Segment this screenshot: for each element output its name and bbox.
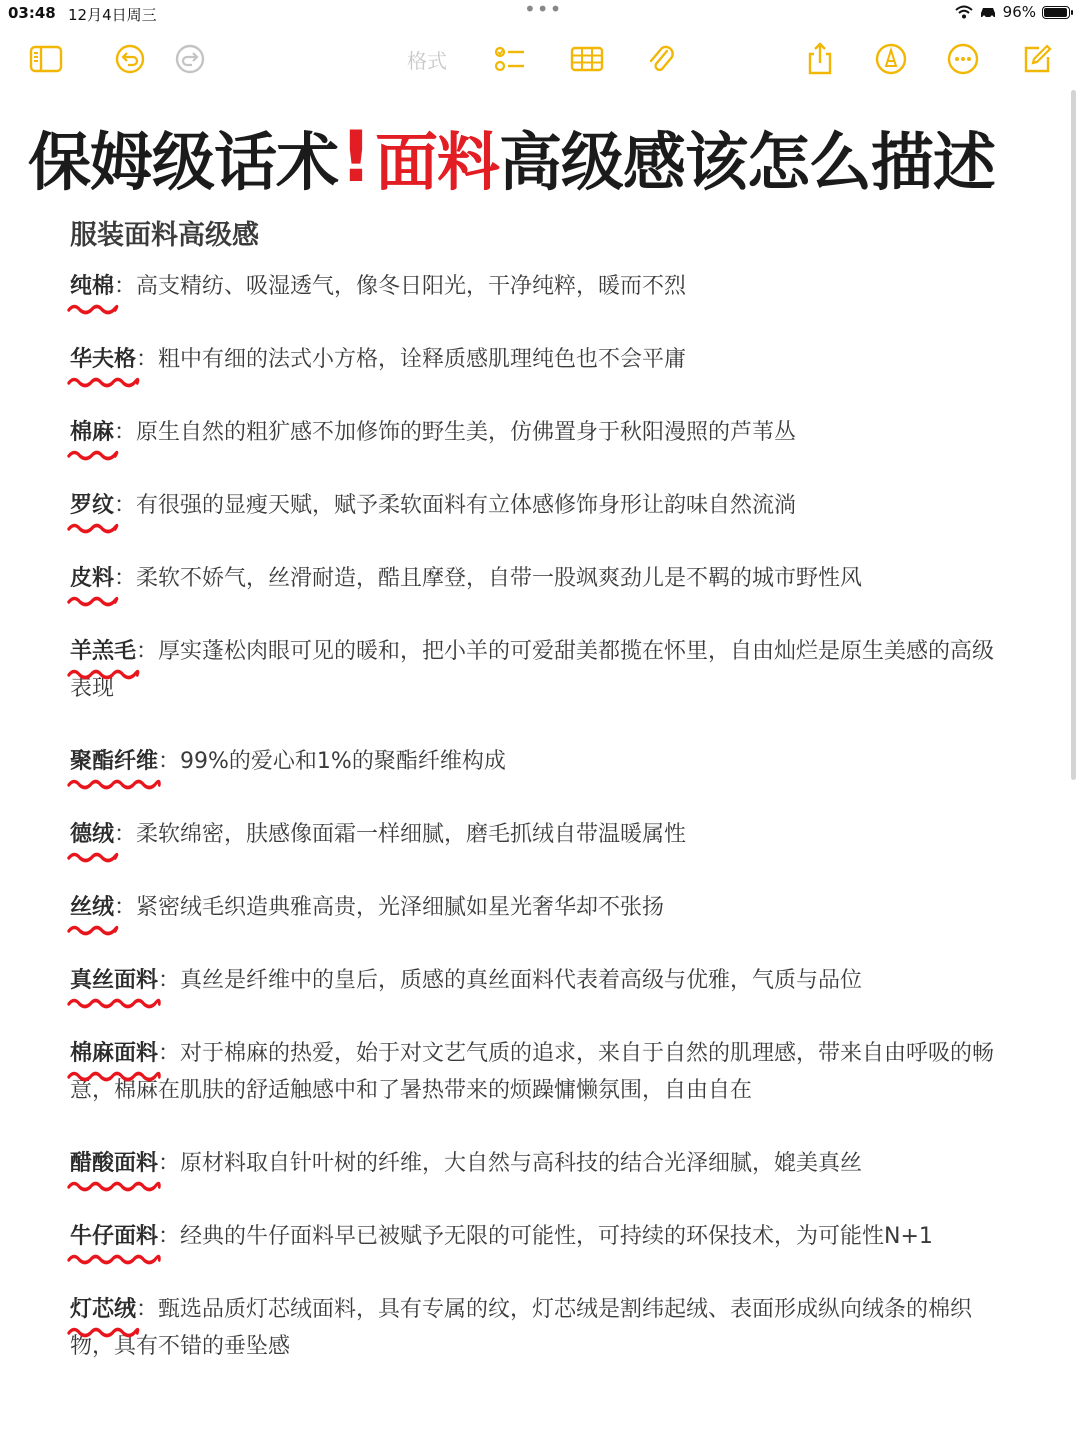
status-indicators bbox=[955, 3, 1070, 21]
fabric-term bbox=[70, 414, 114, 451]
fabric-term-label: 罗纹 bbox=[70, 493, 115, 518]
fabric-entry-text: 牛仔面料 ：经典的牛仔面料早已被赋予无限的可能性，可持续的环保技术，为可能性N+1 bbox=[70, 1218, 1010, 1255]
fabric-term-label: 德绒 bbox=[70, 822, 115, 847]
fabric-description: 甄选品质灯芯绒面料，具有专属的纹，灯芯绒是割纬起绒、表面形成纵向绒条的棉织物，具有不错的垂坠感 bbox=[70, 1297, 973, 1359]
fabric-entry-text: 皮料 ：柔软不娇气，丝滑耐造，酷且摩登，自带一股飒爽劲儿是不羁的城市野性风 bbox=[70, 560, 1010, 597]
battery-percent: 96% bbox=[1002, 3, 1036, 21]
red-wavy-underline bbox=[68, 595, 116, 607]
notes-toolbar bbox=[0, 36, 1080, 82]
pen-markup-icon bbox=[873, 41, 909, 77]
fabric-term bbox=[70, 889, 114, 926]
status-time: 03:48 bbox=[8, 4, 56, 22]
banner-part1: 保姆级话术 bbox=[28, 125, 338, 199]
share-button[interactable] bbox=[800, 36, 840, 82]
fabric-term-label: 聚酯纤维 bbox=[70, 749, 159, 774]
more-options-button[interactable] bbox=[943, 36, 983, 82]
fabric-entry-text: 聚酯纤维 ：99%的爱心和1%的聚酯纤维构成 bbox=[70, 743, 1010, 780]
fabric-term bbox=[70, 1218, 158, 1255]
fabric-entry bbox=[70, 1218, 1010, 1255]
fabric-term-label: 皮料 bbox=[70, 566, 115, 591]
car-icon bbox=[979, 5, 997, 19]
fabric-term-label: 羊羔毛 bbox=[70, 639, 137, 664]
fabric-description: 原生自然的粗犷感不加修饰的野生美，仿佛置身于秋阳漫照的芦苇丛 bbox=[136, 420, 797, 445]
red-wavy-underline bbox=[68, 522, 116, 534]
fabric-description: 柔软不娇气，丝滑耐造，酷且摩登，自带一股飒爽劲儿是不羁的城市野性风 bbox=[136, 566, 863, 591]
fabric-term bbox=[70, 1145, 158, 1182]
fabric-entry bbox=[70, 414, 1010, 451]
note-banner-title bbox=[28, 112, 1058, 202]
attachment-button[interactable] bbox=[641, 36, 681, 82]
fabric-entry bbox=[70, 633, 1010, 707]
red-wavy-underline bbox=[68, 1253, 160, 1265]
fabric-description: 厚实蓬松肉眼可见的暖和，把小羊的可爱甜美都揽在怀里，自由灿烂是原生美感的高级表现 bbox=[70, 639, 995, 701]
fabric-entry-text: 纯棉 ：高支精纺、吸湿透气，像冬日阳光，干净纯粹，暖而不烈 bbox=[70, 268, 1010, 305]
status-date: 12月4日周三 bbox=[68, 6, 157, 24]
red-wavy-underline bbox=[68, 668, 138, 680]
red-wavy-underline bbox=[68, 1180, 160, 1192]
fabric-term bbox=[70, 633, 136, 670]
fabric-term bbox=[70, 1035, 158, 1072]
sidebar-icon bbox=[28, 41, 64, 77]
fabric-entry-text: 丝绒 ：紧密绒毛织造典雅高贵，光泽细腻如星光奢华却不张扬 bbox=[70, 889, 1010, 926]
fabric-entry bbox=[70, 1145, 1010, 1182]
fabric-description: 粗中有细的法式小方格，诠释质感肌理纯色也不会平庸 bbox=[158, 347, 687, 372]
fabric-description: 紧密绒毛织造典雅高贵，光泽细腻如星光奢华却不张扬 bbox=[136, 895, 665, 920]
red-wavy-underline bbox=[68, 851, 116, 863]
fabric-term bbox=[70, 962, 158, 999]
fabric-term-label: 纯棉 bbox=[70, 274, 115, 299]
fabric-term bbox=[70, 1291, 136, 1328]
checklist-icon bbox=[492, 41, 528, 77]
new-note-button[interactable] bbox=[1017, 36, 1057, 82]
fabric-term bbox=[70, 487, 114, 524]
fabric-entry-text: 棉麻面料 ：对于棉麻的热爱，始于对文艺气质的追求，来自于自然的肌理感，带来自由呼吸的畅意，棉麻在肌肤的舒适触感中和了暑热带来的烦躁慵懒氛围，自由自在 bbox=[70, 1035, 1010, 1109]
fabric-entry-text: 德绒 ：柔软绵密，肤感像面霜一样细腻，磨毛抓绒自带温暖属性 bbox=[70, 816, 1010, 853]
fabric-description: 有很强的显瘦天赋，赋予柔软面料有立体感修饰身形让韵味自然流淌 bbox=[136, 493, 797, 518]
red-wavy-underline bbox=[68, 376, 138, 388]
fabric-term-label: 牛仔面料 bbox=[70, 1224, 159, 1249]
fabric-entry-text: 华夫格 ：粗中有细的法式小方格，诠释质感肌理纯色也不会平庸 bbox=[70, 341, 1010, 378]
redo-button[interactable] bbox=[170, 36, 210, 82]
compose-icon bbox=[1019, 41, 1055, 77]
paperclip-icon bbox=[643, 41, 679, 77]
red-wavy-underline bbox=[68, 997, 160, 1009]
fabric-description: 经典的牛仔面料早已被赋予无限的可能性，可持续的环保技术，为可能性N+1 bbox=[180, 1224, 933, 1249]
banner-highlight: 面料 bbox=[374, 125, 499, 199]
share-icon bbox=[802, 41, 838, 77]
fabric-entry bbox=[70, 816, 1010, 853]
fabric-description: 真丝是纤维中的皇后，质感的真丝面料代表着高级与优雅，气质与品位 bbox=[180, 968, 863, 993]
fabric-entry bbox=[70, 487, 1010, 524]
redo-icon bbox=[172, 41, 208, 77]
wifi-icon bbox=[955, 5, 973, 19]
note-body[interactable] bbox=[70, 214, 1010, 1401]
format-button[interactable]: 格式 bbox=[407, 48, 447, 73]
table-icon bbox=[569, 41, 605, 77]
fabric-term bbox=[70, 341, 136, 378]
battery-icon bbox=[1042, 6, 1070, 19]
scrollbar[interactable] bbox=[1071, 90, 1076, 780]
fabric-description: 原材料取自针叶树的纤维，大自然与高科技的结合光泽细腻，媲美真丝 bbox=[180, 1151, 863, 1176]
fabric-entry-text: 罗纹 ：有很强的显瘦天赋，赋予柔软面料有立体感修饰身形让韵味自然流淌 bbox=[70, 487, 1010, 524]
red-wavy-underline bbox=[68, 924, 116, 936]
red-wavy-underline bbox=[68, 778, 160, 790]
fabric-term-label: 灯芯绒 bbox=[70, 1297, 137, 1322]
fabric-description: 柔软绵密，肤感像面霜一样细腻，磨毛抓绒自带温暖属性 bbox=[136, 822, 687, 847]
red-wavy-underline bbox=[68, 1070, 160, 1082]
red-wavy-underline bbox=[68, 449, 116, 461]
table-button[interactable] bbox=[567, 36, 607, 82]
fabric-term bbox=[70, 268, 114, 305]
banner-part2: 高级感该怎么描述 bbox=[498, 125, 995, 199]
fabric-entry bbox=[70, 743, 1010, 780]
fabric-list bbox=[70, 268, 1010, 1365]
fabric-description: 高支精纺、吸湿透气，像冬日阳光，干净纯粹，暖而不烈 bbox=[136, 274, 687, 299]
fabric-term bbox=[70, 743, 158, 780]
fabric-term-label: 真丝面料 bbox=[70, 968, 159, 993]
red-wavy-underline bbox=[68, 1326, 138, 1338]
sidebar-toggle-button[interactable] bbox=[26, 36, 66, 82]
checklist-button[interactable] bbox=[490, 36, 530, 82]
fabric-entry-text: 真丝面料 ：真丝是纤维中的皇后，质感的真丝面料代表着高级与优雅，气质与品位 bbox=[70, 962, 1010, 999]
fabric-term-label: 华夫格 bbox=[70, 347, 137, 372]
fabric-term bbox=[70, 560, 114, 597]
fabric-description: 对于棉麻的热爱，始于对文艺气质的追求，来自于自然的肌理感，带来自由呼吸的畅意，棉麻在肌肤的舒适触感中和了暑热带来的烦躁慵懒氛围，自由自在 bbox=[70, 1041, 995, 1103]
fabric-entry-text: 醋酸面料 ：原材料取自针叶树的纤维，大自然与高科技的结合光泽细腻，媲美真丝 bbox=[70, 1145, 1010, 1182]
red-wavy-underline bbox=[68, 303, 116, 315]
ellipsis-icon bbox=[945, 41, 981, 77]
fabric-entry-text: 羊羔毛 ：厚实蓬松肉眼可见的暖和，把小羊的可爱甜美都揽在怀里，自由灿烂是原生美感的高级表现 bbox=[70, 633, 1010, 707]
fabric-term-label: 棉麻面料 bbox=[70, 1041, 159, 1066]
banner-exclamation: ! bbox=[340, 116, 371, 198]
battery-fill bbox=[1044, 8, 1067, 17]
fabric-entry bbox=[70, 268, 1010, 305]
undo-button[interactable] bbox=[110, 36, 150, 82]
fabric-entry bbox=[70, 1291, 1010, 1365]
fabric-term-label: 丝绒 bbox=[70, 895, 115, 920]
fabric-term-label: 醋酸面料 bbox=[70, 1151, 159, 1176]
fabric-description: 99%的爱心和1%的聚酯纤维构成 bbox=[180, 749, 506, 774]
fabric-entry-text: 灯芯绒 ：甄选品质灯芯绒面料，具有专属的纹，灯芯绒是割纬起绒、表面形成纵向绒条的棉织物，具有不错的垂坠感 bbox=[70, 1291, 1010, 1365]
undo-icon bbox=[112, 41, 148, 77]
fabric-entry bbox=[70, 962, 1010, 999]
fabric-term bbox=[70, 816, 114, 853]
fabric-entry bbox=[70, 889, 1010, 926]
note-heading: 服装面料高级感 bbox=[70, 220, 259, 251]
fabric-entry-text: 棉麻 ：原生自然的粗犷感不加修饰的野生美，仿佛置身于秋阳漫照的芦苇丛 bbox=[70, 414, 1010, 451]
fabric-entry bbox=[70, 341, 1010, 378]
fabric-entry bbox=[70, 1035, 1010, 1109]
multitasking-dots-icon[interactable]: ••• bbox=[524, 0, 563, 21]
fabric-term-label: 棉麻 bbox=[70, 420, 115, 445]
fabric-entry bbox=[70, 560, 1010, 597]
markup-button[interactable] bbox=[871, 36, 911, 82]
status-bar bbox=[0, 0, 1080, 26]
